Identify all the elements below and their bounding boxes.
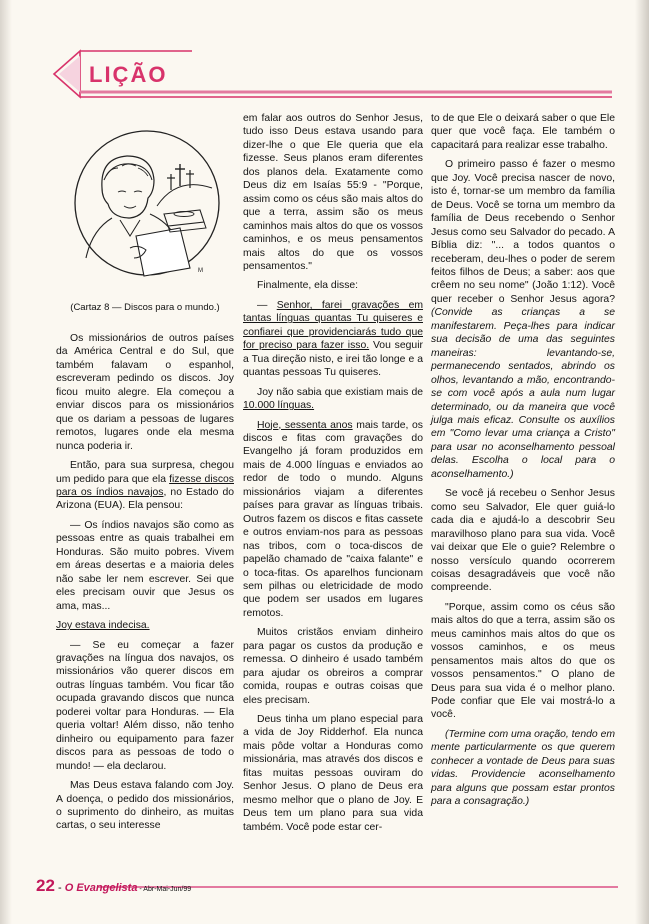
issue-date: - Abr-Mai-Jun/99 [137,886,192,893]
lesson-header [52,48,612,100]
paragraph: Joy estava indecisa. [56,620,150,632]
magazine-name: O Evangelista [64,882,138,894]
paragraph: — Senhor, farei gravações em tantas línguas quantas Tu quiseres e confiarei que providenciarás tudo que for preciso para fazer isso. Vou seguir a Tua direção nisto, e irei tão longe e a quantas pessoas Tu quiseres. [243,299,424,379]
paragraph: — Os índios navajos são como as pessoas entre as quais trabalhei em Honduras. São muito pobres. Vivem em áreas desertas e a maioria deles não sabe ler nem escrever. Sei que eles precisam ouvir que Jesus os ama, mas... [56,519,234,612]
column-1 [56,332,234,839]
paragraph: Deus tinha um plano especial para a vida de Joy Ridderhof. Ela nunca mais pôde voltar a Honduras como missionária, mas através dos discos e fitas muitas pessoas ouviram do Senhor Jesus. O plano de Deus era mesmo melhor que o plano de Joy. E Deus tem um plano para sua vida também. Você pode estar cer- [243,714,423,833]
paragraph: Os missionários de outros países da América Central e do Sul, que também falavam o espanhol, escreveram pedindo os discos. Joy ficou muito alegre. Ela começou a enviar discos para os missionários que os dariam a pessoas de lugares remotos, lugares onde ela mesma nunca poderia ir. [56,333,234,452]
paragraph: O primeiro passo é fazer o mesmo que Joy. Você precisa nascer de novo, isto é, tornar-se um membro da família de Deus. Você se torna um membro da família de Deus recebendo o Senhor Jesus como seu Salvador do pecado. A Bíblia diz: "... a todos quantos o receberam, deu-lhes o poder de serem feitos filhos de Deus; a saber: aos que crêem no seu nome" (João 1:12). Você quer receber o Senhor Jesus agora? (Convide as crianças a se manifestarem. Peça-lhes para indicar sua decisão de uma das seguintes maneiras: levantando-se, permanecendo sentados, abrindo os olhos, levantando a mão, encontrando-se com você após a aula num lugar determinado, ou da maneira que você julga mais eficaz. Consulte os auxílios em "Como levar uma criança a Cristo" para usar no aconselhamento pessoal delas. Escolha o local para o aconselhamento.) [431,159,615,480]
paragraph: Então, para sua surpresa, chegou um pedido para que ela fizesse discos para os índios navajos, no Estado do Arizona (EUA). Ela pensou: [56,460,234,512]
paragraph: Finalmente, ela disse: [257,280,359,292]
scan-edge-right [635,0,649,924]
column-3 [431,112,615,815]
paragraph: em falar aos outros do Senhor Jesus, tudo isso Deus estava usando para dizer-lhe o que Ele queria que ela fizesse. Seus planos eram diferentes dos planos dela. Exatamente como Deus diz em Isaías 55:9 - "Porque, assim como os céus são mais altos do que a terra, assim são os meus caminhos mais altos do que os vossos caminhos, e os meus pensamentos mais altos do que os vossos pensamentos." [243,113,423,272]
section-title: LIÇÃO [89,62,168,87]
illustration-caption: (Cartaz 8 — Discos para o mundo.) [70,302,220,313]
paragraph: to de que Ele o deixará saber o que Ele quer que você faça. Ele também o capacitará para realizar esse trabalho. [431,113,615,151]
paragraph: Hoje, sessenta anos mais tarde, os discos e fitas com gravações do Evangelho já foram produzidos em mais de 4.000 línguas e enviados ao redor de todo o mundo. Alguns missionários viajam a diferentes países para gravar as línguas tribais. Outros fazem os discos e fitas cassete e outros enviam-nos para as pessoas nas tribos, com o toca-discos de papelão chamado de "caixa falante" e o toca-fitas. Os aparelhos funcionam sem pilhas ou eletricidade de modo que podem ser usados em lugares remotos. [243,419,423,619]
paragraph: Muitos cristãos enviam dinheiro para pagar os custos da produção e remessa. O dinheiro é usado também para ajudar os obreiros a comprar comida, roupas e outras coisas que eles precisam. [243,627,423,706]
svg-text:M: M [198,268,203,274]
page-number: 22 [36,876,55,895]
column-2 [243,112,423,840]
scan-edge-left [0,0,12,924]
paragraph: Mas Deus estava falando com Joy. A doença, o pedido dos missionários, o suprimento do dinheiro, as muitas cartas, o seu interesse [56,780,234,832]
lesson-illustration [72,118,222,288]
paragraph: Joy não sabia que existiam mais de 10.000 línguas. [243,386,423,412]
paragraph: "Porque, assim como os céus são mais altos do que a terra, assim são os meus caminhos mais altos do que os vossos caminhos, e os meus pensamentos mais altos do que os vossos pensamentos." O plano de Deus para sua vida é o melhor plano. Pode confiar que Ele vai mostrá-lo a você. [431,601,615,721]
page-footer: 22 - O Evangelista - Abr-Mai-Jun/99 [36,876,192,895]
paragraph: — Se eu começar a fazer gravações na língua dos navajos, os missionários vão querer discos em outras línguas também. Vou ficar tão ocupada gravando discos que nunca poderei voltar para Honduras. — Ela queria voltar! Além disso, não tenho dinheiro ou equipamento para fazer discos para as pessoas de todo o mundo! — ela declarou. [56,639,234,772]
paragraph: (Termine com uma oração, tendo em mente particularmente os que querem conhecer a vontade de Deus para suas vidas. Providencie aconselhamento para alguns que possam estar prontos para a consagração.) [431,728,615,808]
paragraph: Se você já recebeu o Senhor Jesus como seu Salvador, Ele quer guiá-lo cada dia e ajudá-lo a descobrir Seu maravilhoso plano para sua vida. Você vai deixar que Ele o guie? Relembre o nosso versículo quando ocorrerem coisas desagradáveis que você não compreende. [431,488,615,594]
